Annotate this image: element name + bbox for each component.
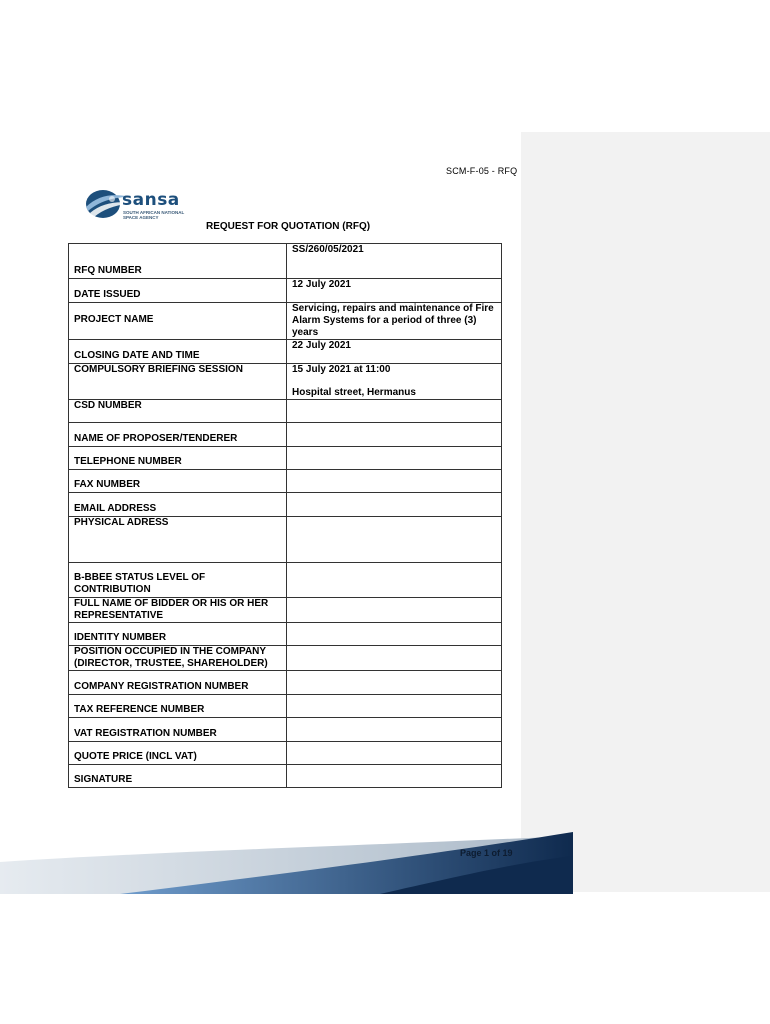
label-project-name: PROJECT NAME — [69, 303, 287, 340]
label-signature: SIGNATURE — [69, 765, 287, 788]
table-row — [69, 646, 502, 671]
table-row — [69, 563, 502, 598]
table-row — [69, 742, 502, 765]
label-briefing-session: COMPULSORY BRIEFING SESSION — [69, 364, 287, 400]
label-telephone: TELEPHONE NUMBER — [69, 447, 287, 470]
value-fax — [287, 470, 502, 493]
table-row — [69, 623, 502, 646]
table-row — [69, 493, 502, 517]
value-quote-price — [287, 742, 502, 765]
footer-swoosh-graphic — [0, 832, 573, 894]
table-row — [69, 765, 502, 788]
briefing-date: 15 July 2021 at 11:00 — [292, 364, 391, 375]
value-proposer-name — [287, 423, 502, 447]
value-csd-number — [287, 400, 502, 423]
value-tax-reference — [287, 695, 502, 718]
label-closing-date: CLOSING DATE AND TIME — [69, 340, 287, 364]
table-row — [69, 423, 502, 447]
table-row — [69, 340, 502, 364]
rfq-form-table — [68, 243, 502, 788]
value-bidder-name — [287, 598, 502, 623]
value-closing-date: 22 July 2021 — [287, 340, 502, 364]
table-row — [69, 364, 502, 400]
table-row — [69, 718, 502, 742]
logo-subtitle-line-1: SOUTH AFRICAN NATIONAL — [123, 210, 185, 215]
table-row — [69, 517, 502, 563]
label-position-occupied: POSITION OCCUPIED IN THE COMPANY (DIRECTOR, TRUSTEE, SHAREHOLDER) — [69, 646, 287, 671]
comment-pane — [521, 132, 770, 892]
value-physical-address — [287, 517, 502, 563]
briefing-location: Hospital street, Hermanus — [292, 387, 416, 398]
page-number: Page 1 of 19 — [460, 848, 513, 858]
table-row — [69, 400, 502, 423]
value-vat-registration — [287, 718, 502, 742]
table-row — [69, 447, 502, 470]
label-rfq-number: RFQ NUMBER — [69, 244, 287, 279]
value-project-name: Servicing, repairs and maintenance of Fire Alarm Systems for a period of three (3) years — [287, 303, 502, 340]
label-identity-number: IDENTITY NUMBER — [69, 623, 287, 646]
value-position-occupied — [287, 646, 502, 671]
table-row — [69, 598, 502, 623]
table-row — [69, 303, 502, 340]
label-quote-price: QUOTE PRICE (INCL VAT) — [69, 742, 287, 765]
table-row — [69, 244, 502, 279]
table-row — [69, 671, 502, 695]
logo-subtitle — [123, 210, 184, 220]
value-telephone — [287, 447, 502, 470]
label-csd-number: CSD NUMBER — [69, 400, 287, 423]
value-rfq-number: SS/260/05/2021 — [287, 244, 502, 279]
label-email: EMAIL ADDRESS — [69, 493, 287, 517]
label-tax-reference: TAX REFERENCE NUMBER — [69, 695, 287, 718]
value-date-issued: 12 July 2021 — [287, 279, 502, 303]
table-row — [69, 695, 502, 718]
value-signature — [287, 765, 502, 788]
value-email — [287, 493, 502, 517]
label-bbbee-level: B-BBEE STATUS LEVEL OF CONTRIBUTION — [69, 563, 287, 598]
document-title: REQUEST FOR QUOTATION (RFQ) — [206, 221, 371, 232]
value-identity-number — [287, 623, 502, 646]
value-bbbee-level — [287, 563, 502, 598]
table-row — [69, 470, 502, 493]
label-physical-address: PHYSICAL ADRESS — [69, 517, 287, 563]
label-vat-registration: VAT REGISTRATION NUMBER — [69, 718, 287, 742]
label-company-registration: COMPANY REGISTRATION NUMBER — [69, 671, 287, 695]
label-proposer-name: NAME OF PROPOSER/TENDERER — [69, 423, 287, 447]
value-briefing-session — [287, 364, 502, 400]
logo-wordmark: sansa — [122, 190, 180, 210]
document-code: SCM-F-05 - RFQ — [446, 166, 518, 176]
label-fax: FAX NUMBER — [69, 470, 287, 493]
label-bidder-name: FULL NAME OF BIDDER OR HIS OR HER REPRESENTATIVE — [69, 598, 287, 623]
label-date-issued: DATE ISSUED — [69, 279, 287, 303]
value-company-registration — [287, 671, 502, 695]
table-row — [69, 279, 502, 303]
logo-subtitle-line-2: SPACE AGENCY — [123, 215, 159, 220]
